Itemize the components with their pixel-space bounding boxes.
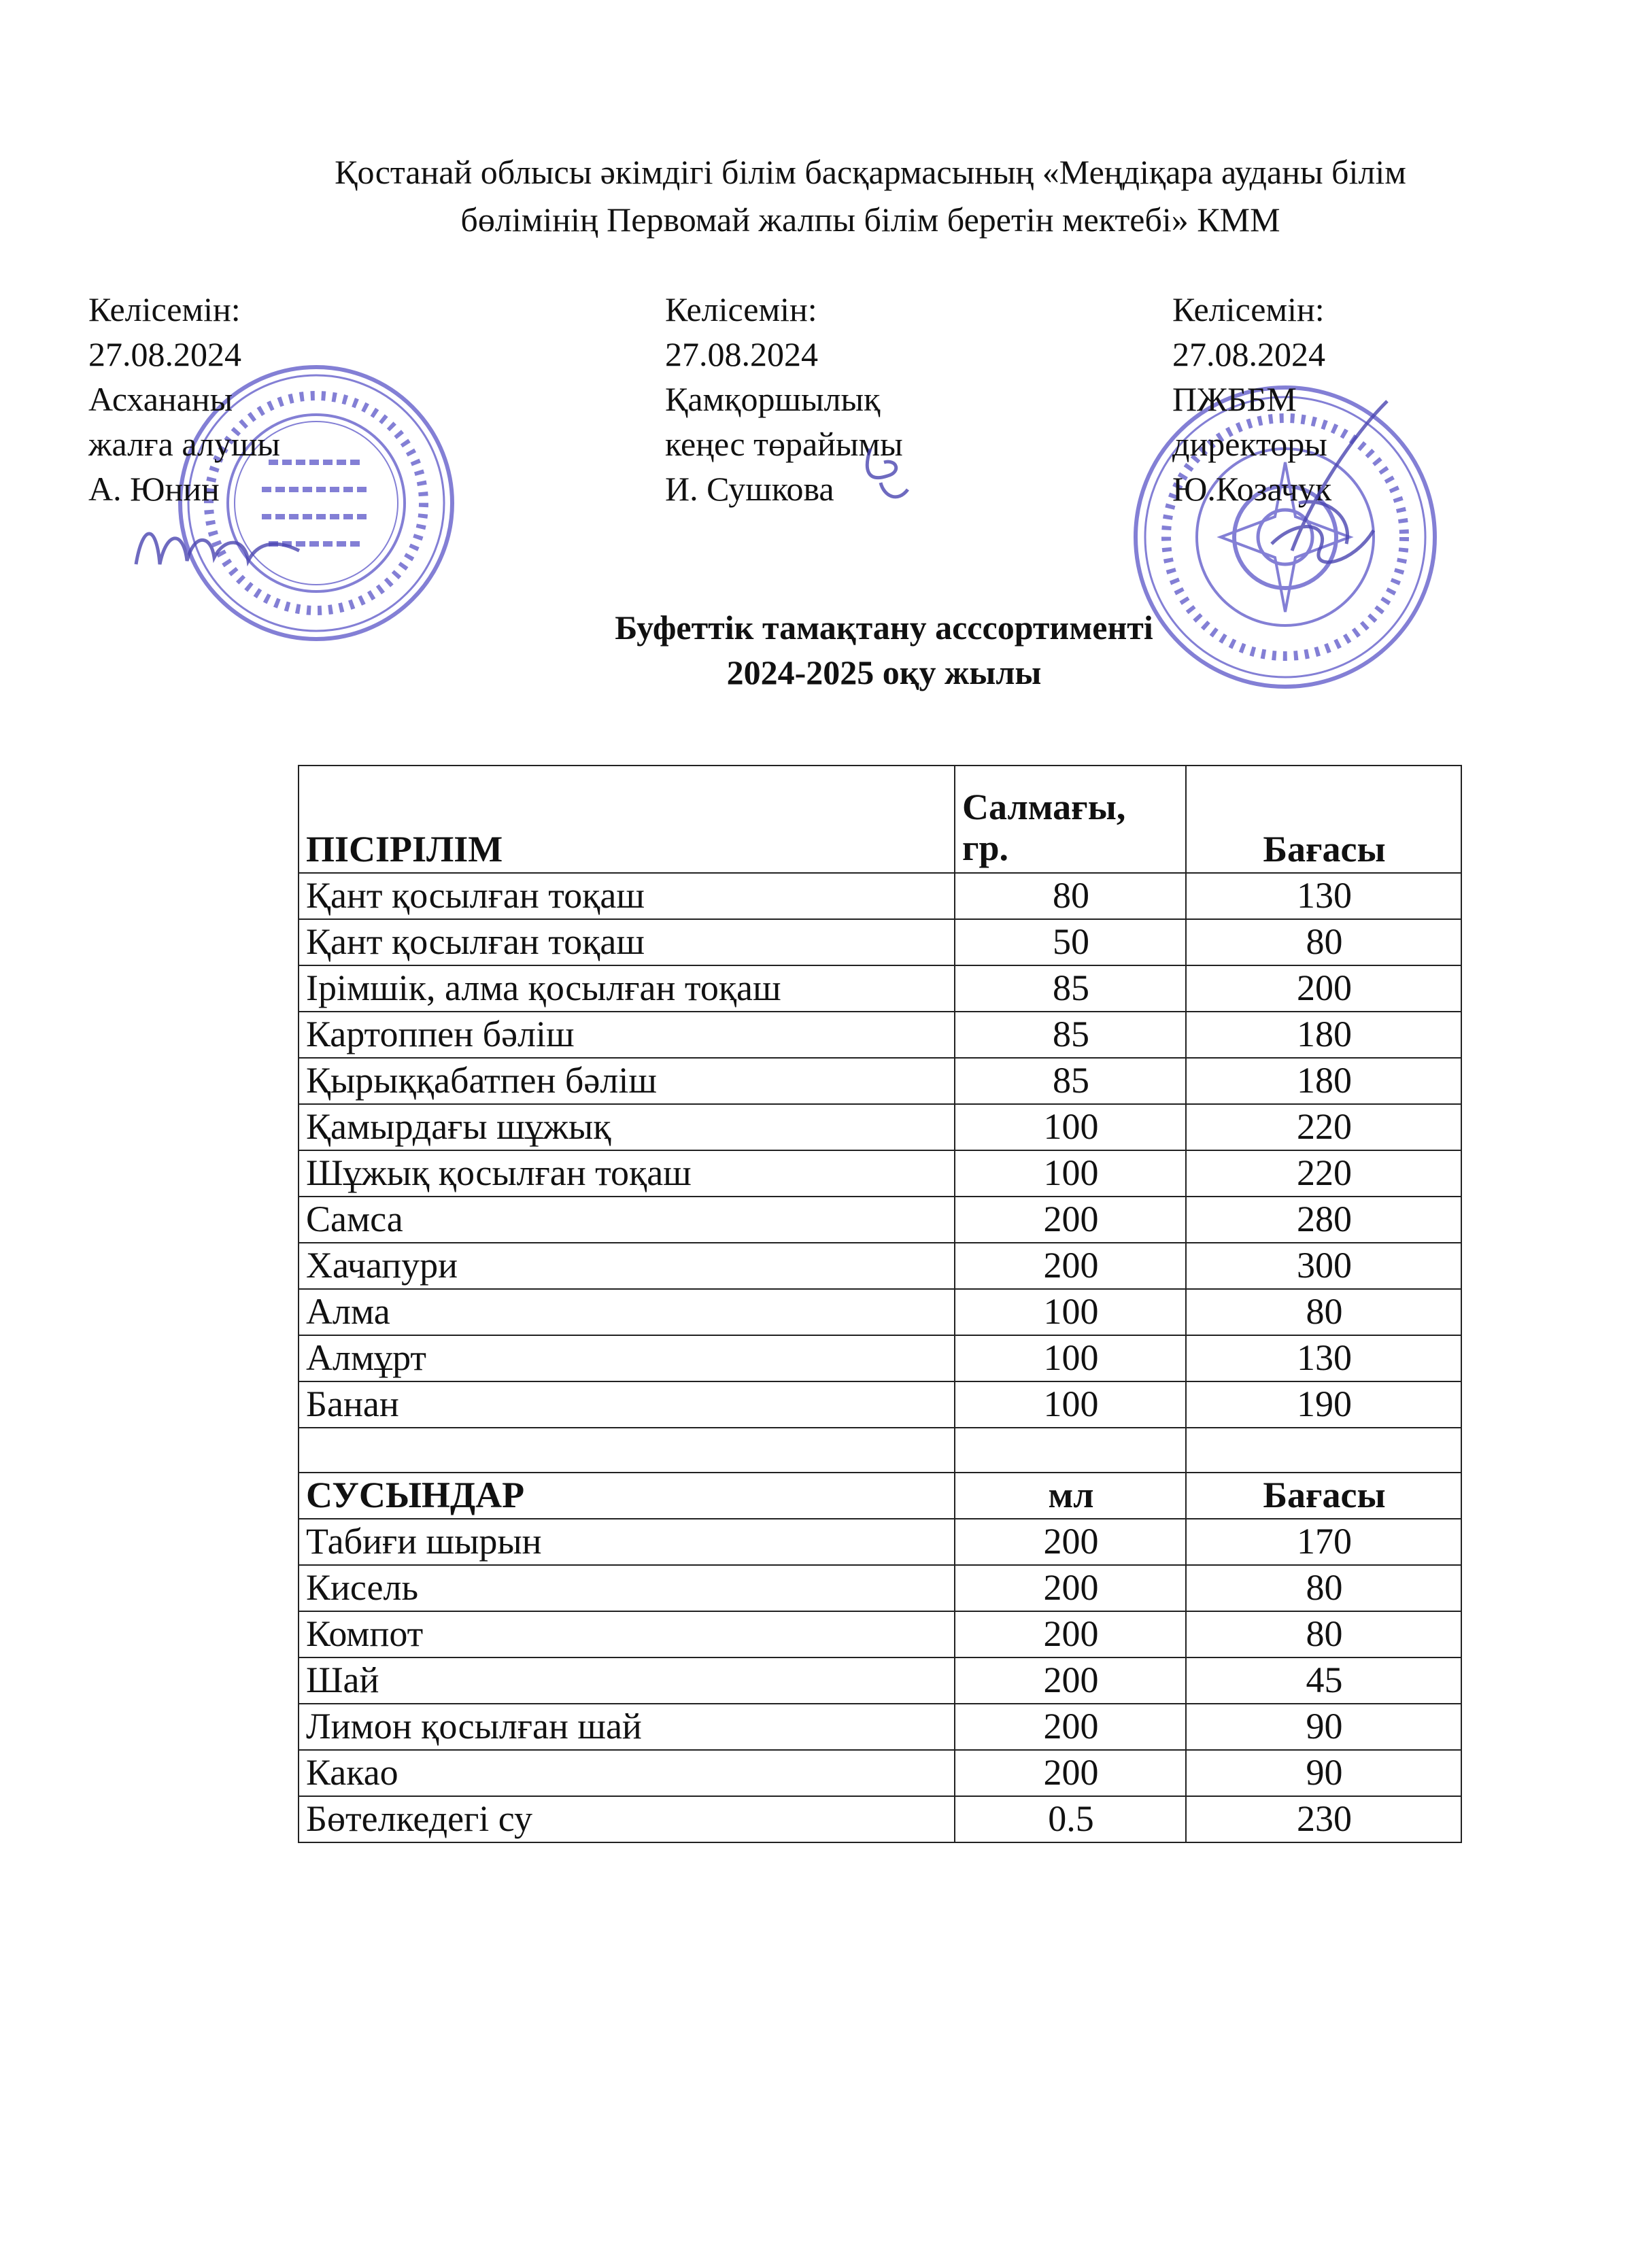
drinks-header-row xyxy=(299,1473,1461,1519)
item-weight: 85 xyxy=(955,1012,1186,1058)
pastry-row xyxy=(299,919,1461,965)
pastry-header-row xyxy=(299,766,1461,873)
pastry-row xyxy=(299,965,1461,1012)
empty-cell xyxy=(299,1428,955,1473)
item-weight: 100 xyxy=(955,1289,1186,1335)
approval-date: 27.08.2024 xyxy=(88,335,241,373)
item-price: 220 xyxy=(1186,1104,1461,1150)
drink-row xyxy=(299,1565,1461,1611)
item-weight: 85 xyxy=(955,965,1186,1012)
item-name: Кисель xyxy=(299,1565,955,1611)
item-name: Банан xyxy=(299,1381,955,1428)
drink-row xyxy=(299,1611,1461,1657)
drink-row xyxy=(299,1704,1461,1750)
pastry-row xyxy=(299,1104,1461,1150)
item-volume: 200 xyxy=(955,1704,1186,1750)
approval-name: А. Юнин xyxy=(88,470,220,508)
item-price: 220 xyxy=(1186,1150,1461,1197)
item-price: 180 xyxy=(1186,1058,1461,1104)
item-price: 90 xyxy=(1186,1704,1461,1750)
pastry-row xyxy=(299,1197,1461,1243)
item-name: Қант қосылған тоқаш xyxy=(299,919,955,965)
item-name: Какао xyxy=(299,1750,955,1796)
approval-date: 27.08.2024 xyxy=(665,335,818,373)
organization-header xyxy=(204,148,1537,243)
assortment-table xyxy=(298,765,1462,1843)
organization-line-2: бөлімінің Первомай жалпы білім беретін мектебі» КММ xyxy=(460,201,1280,239)
item-price: 80 xyxy=(1186,1611,1461,1657)
item-price: 170 xyxy=(1186,1519,1461,1565)
approval-role-line-1: Асхананы xyxy=(88,380,233,418)
pastry-row xyxy=(299,1012,1461,1058)
item-price: 200 xyxy=(1186,965,1461,1012)
item-name: Шай xyxy=(299,1657,955,1704)
pastry-header-weight: Салмағы, гр. xyxy=(955,766,1186,873)
organization-line-1: Қостанай облысы әкімдігі білім басқармасының «Меңдіқара ауданы білім xyxy=(335,153,1406,191)
item-price: 300 xyxy=(1186,1243,1461,1289)
item-weight: 200 xyxy=(955,1243,1186,1289)
approval-name: Ю.Козачук xyxy=(1172,470,1332,508)
approval-label: Келісемін: xyxy=(1172,290,1325,328)
pastry-row xyxy=(299,1335,1461,1381)
signature-1 xyxy=(129,510,306,585)
item-name: Ірімшік, алма қосылған тоқаш xyxy=(299,965,955,1012)
item-name: Картоппен бәліш xyxy=(299,1012,955,1058)
drink-row xyxy=(299,1796,1461,1842)
item-price: 280 xyxy=(1186,1197,1461,1243)
empty-separator-row xyxy=(299,1428,1461,1473)
approval-block-canteen xyxy=(88,287,280,511)
item-name: Компот xyxy=(299,1611,955,1657)
item-price: 180 xyxy=(1186,1012,1461,1058)
item-name: Табиғи шырын xyxy=(299,1519,955,1565)
item-price: 130 xyxy=(1186,873,1461,919)
pastry-row xyxy=(299,873,1461,919)
drinks-header-price: Бағасы xyxy=(1186,1473,1461,1519)
item-weight: 100 xyxy=(955,1150,1186,1197)
item-name: Хачапури xyxy=(299,1243,955,1289)
document-title-line-1: Буфеттік тамақтану асссортименті xyxy=(615,608,1153,647)
drinks-header-volume: мл xyxy=(955,1473,1186,1519)
item-price: 230 xyxy=(1186,1796,1461,1842)
item-weight: 80 xyxy=(955,873,1186,919)
item-weight: 100 xyxy=(955,1381,1186,1428)
document-title xyxy=(408,605,1360,695)
item-volume: 200 xyxy=(955,1750,1186,1796)
item-name: Бөтелкедегі су xyxy=(299,1796,955,1842)
item-price: 80 xyxy=(1186,1289,1461,1335)
pastry-header-name: ПІСІРІЛІМ xyxy=(299,766,955,873)
item-name: Алмұрт xyxy=(299,1335,955,1381)
item-name: Самса xyxy=(299,1197,955,1243)
item-price: 90 xyxy=(1186,1750,1461,1796)
pastry-row xyxy=(299,1381,1461,1428)
item-price: 80 xyxy=(1186,1565,1461,1611)
drink-row xyxy=(299,1750,1461,1796)
approval-role-line-1: Қамқоршылық xyxy=(665,380,881,418)
item-price: 130 xyxy=(1186,1335,1461,1381)
approval-role-line-1: ПЖББМ xyxy=(1172,380,1297,418)
item-volume: 200 xyxy=(955,1611,1186,1657)
pastry-row xyxy=(299,1289,1461,1335)
approval-label: Келісемін: xyxy=(88,290,241,328)
pastry-header-price: Бағасы xyxy=(1186,766,1461,873)
document-title-line-2: 2024-2025 оқу жылы xyxy=(726,653,1042,691)
item-name: Қант қосылған тоқаш xyxy=(299,873,955,919)
item-weight: 100 xyxy=(955,1335,1186,1381)
approval-name: И. Сушкова xyxy=(665,470,834,508)
pastry-row xyxy=(299,1058,1461,1104)
item-price: 190 xyxy=(1186,1381,1461,1428)
signature-2 xyxy=(860,442,915,510)
item-name: Қырыққабатпен бәліш xyxy=(299,1058,955,1104)
approval-label: Келісемін: xyxy=(665,290,817,328)
item-volume: 200 xyxy=(955,1519,1186,1565)
item-price: 80 xyxy=(1186,919,1461,965)
pastry-row xyxy=(299,1150,1461,1197)
approval-role-line-2: директоры xyxy=(1172,425,1327,463)
item-name: Қамырдағы шұжық xyxy=(299,1104,955,1150)
drink-row xyxy=(299,1519,1461,1565)
item-weight: 200 xyxy=(955,1197,1186,1243)
empty-cell xyxy=(955,1428,1186,1473)
empty-cell xyxy=(1186,1428,1461,1473)
drinks-header-name: СУСЫНДАР xyxy=(299,1473,955,1519)
signature-3 xyxy=(1217,394,1421,585)
item-volume: 200 xyxy=(955,1657,1186,1704)
pastry-row xyxy=(299,1243,1461,1289)
drink-row xyxy=(299,1657,1461,1704)
item-weight: 50 xyxy=(955,919,1186,965)
item-volume: 200 xyxy=(955,1565,1186,1611)
approval-role-line-2: кеңес төрайымы xyxy=(665,425,903,463)
item-volume: 0.5 xyxy=(955,1796,1186,1842)
item-price: 45 xyxy=(1186,1657,1461,1704)
approval-date: 27.08.2024 xyxy=(1172,335,1325,373)
item-name: Алма xyxy=(299,1289,955,1335)
item-name: Лимон қосылған шай xyxy=(299,1704,955,1750)
item-weight: 85 xyxy=(955,1058,1186,1104)
item-name: Шұжық қосылған тоқаш xyxy=(299,1150,955,1197)
approval-role-line-2: жалға алушы xyxy=(88,425,281,463)
item-weight: 100 xyxy=(955,1104,1186,1150)
